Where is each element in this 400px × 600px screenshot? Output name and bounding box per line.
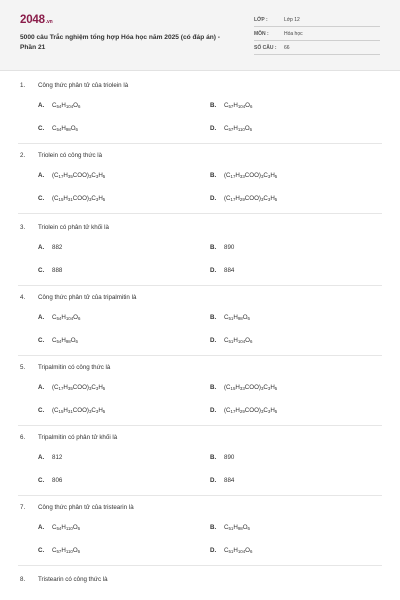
option-letter: D. [210, 195, 217, 202]
answer-option-d[interactable] [210, 477, 234, 484]
option-text: $(C_{17}H_{35}COO)_3C_3H_5$ [52, 172, 106, 179]
option-letter: D. [210, 337, 217, 344]
answer-option-b[interactable] [210, 172, 277, 179]
answer-option-b[interactable] [210, 524, 250, 531]
option-text: $C_{54}H_{104}O_6$ [52, 102, 81, 109]
option-letter: B. [210, 102, 217, 109]
option-letter: B. [210, 172, 217, 179]
question-divider [18, 425, 382, 426]
option-letter: D. [210, 477, 217, 484]
option-letter: B. [210, 454, 217, 461]
option-text: 890 [224, 244, 235, 251]
question-stem: Triolein có công thức là [38, 152, 103, 159]
option-text: $C_{54}H_{98}O_6$ [52, 337, 78, 344]
option-letter: C. [38, 407, 45, 414]
option-text: $C_{54}H_{104}O_6$ [52, 314, 81, 321]
question-stem: Triolein có phân tử khối là [38, 224, 109, 231]
answer-option-d[interactable] [210, 547, 252, 554]
site-logo[interactable] [20, 14, 52, 26]
option-letter: A. [38, 454, 45, 461]
option-text: $C_{57}H_{104}O_6$ [224, 102, 253, 109]
option-letter: C. [38, 337, 45, 344]
meta-value: 66 [284, 45, 290, 51]
answer-option-b[interactable] [210, 102, 252, 109]
option-letter: A. [38, 102, 45, 109]
question-stem: Tripalmitin có phân tử khối là [38, 434, 118, 441]
option-letter: C. [38, 477, 45, 484]
option-letter: C. [38, 125, 45, 132]
answer-option-a[interactable] [38, 172, 105, 179]
option-text: $(C_{15}H_{31}COO)_3C_3H_5$ [52, 407, 106, 414]
option-text: $C_{51}H_{104}O_6$ [224, 337, 253, 344]
option-text: $C_{57}H_{110}O_6$ [52, 547, 81, 554]
document-header [0, 0, 400, 71]
option-text: $(C_{17}H_{29}COO)_3C_3H_5$ [224, 195, 278, 202]
meta-label: LỚP : [254, 17, 268, 23]
option-text: $(C_{15}H_{33}COO)_3C_3H_5$ [224, 384, 278, 391]
meta-divider [254, 40, 380, 41]
answer-option-c[interactable] [38, 337, 78, 344]
logo-text: 2048 [20, 14, 45, 26]
question-number: 4. [20, 294, 26, 301]
answer-option-a[interactable] [38, 314, 80, 321]
option-text: 806 [52, 477, 63, 484]
answer-option-d[interactable] [210, 267, 234, 274]
meta-label: MÔN : [254, 31, 269, 37]
answer-option-c[interactable] [38, 125, 78, 132]
option-letter: D. [210, 547, 217, 554]
option-letter: C. [38, 195, 45, 202]
answer-option-c[interactable] [38, 547, 80, 554]
question-divider [18, 213, 382, 214]
question-number: 1. [20, 82, 26, 89]
question-stem: Tristearin có công thức là [38, 576, 108, 583]
question-number: 5. [20, 364, 26, 371]
answer-option-c[interactable] [38, 407, 105, 414]
question-number: 3. [20, 224, 26, 231]
option-letter: C. [38, 547, 45, 554]
option-text: 888 [52, 267, 63, 274]
option-letter: B. [210, 314, 217, 321]
question-stem: Công thức phân tử của tristearin là [38, 504, 134, 511]
option-letter: D. [210, 267, 217, 274]
question-number: 2. [20, 152, 26, 159]
answer-option-d[interactable] [210, 195, 277, 202]
option-letter: A. [38, 524, 45, 531]
logo-suffix: .vn [45, 19, 53, 25]
answer-option-b[interactable] [210, 314, 250, 321]
option-text: $(C_{17}H_{35}COO)_3C_3H_5$ [52, 384, 106, 391]
option-text: 884 [224, 267, 235, 274]
option-text: $C_{54}H_{110}O_6$ [52, 524, 81, 531]
option-letter: A. [38, 244, 45, 251]
option-text: $C_{51}H_{98}O_6$ [224, 524, 250, 531]
meta-divider [254, 54, 380, 55]
option-text: 890 [224, 454, 235, 461]
question-number: 7. [20, 504, 26, 511]
question-divider [18, 285, 382, 286]
meta-label: SỐ CÂU : [254, 45, 277, 51]
option-text: $C_{51}H_{98}O_6$ [224, 314, 250, 321]
answer-option-a[interactable] [38, 384, 105, 391]
answer-option-d[interactable] [210, 337, 252, 344]
page-title: 5000 câu Trắc nghiệm tổng hợp Hóa học năm 2025 (có đáp án) - Phần 21 [20, 34, 220, 51]
meta-value: Hóa học [284, 31, 303, 37]
meta-divider [254, 26, 380, 27]
option-letter: B. [210, 384, 217, 391]
option-text: 812 [52, 454, 63, 461]
answer-option-d[interactable] [210, 125, 252, 132]
option-text: $(C_{15}H_{31}COO)_3C_3H_5$ [52, 195, 106, 202]
answer-option-c[interactable] [38, 267, 62, 274]
option-text: $C_{51}H_{104}O_6$ [224, 547, 253, 554]
option-letter: A. [38, 172, 45, 179]
answer-option-c[interactable] [38, 195, 105, 202]
meta-value: Lớp 12 [284, 17, 300, 23]
option-text: $(C_{17}H_{33}COO)_3C_3H_5$ [224, 172, 278, 179]
question-stem: Tripalmitin có công thức là [38, 364, 111, 371]
answer-option-b[interactable] [210, 384, 277, 391]
option-letter: D. [210, 407, 217, 414]
question-divider [18, 355, 382, 356]
answer-option-a[interactable] [38, 524, 80, 531]
answer-option-c[interactable] [38, 477, 62, 484]
option-letter: A. [38, 384, 45, 391]
option-text: 882 [52, 244, 63, 251]
question-divider [18, 495, 382, 496]
option-text: $C_{54}H_{98}O_6$ [52, 125, 78, 132]
option-letter: A. [38, 314, 45, 321]
answer-option-b[interactable] [210, 244, 234, 251]
question-stem: Công thức phân tử của triolein là [38, 82, 129, 89]
answer-option-a[interactable] [38, 244, 62, 251]
question-divider [18, 565, 382, 566]
answer-option-a[interactable] [38, 102, 80, 109]
answer-option-d[interactable] [210, 407, 277, 414]
option-letter: C. [38, 267, 45, 274]
answer-option-a[interactable] [38, 454, 62, 461]
question-stem: Công thức phân tử của tripalmitin là [38, 294, 137, 301]
answer-option-b[interactable] [210, 454, 234, 461]
question-divider [18, 143, 382, 144]
question-number: 8. [20, 576, 26, 583]
option-text: $(C_{17}H_{29}COO)_3C_3H_5$ [224, 407, 278, 414]
option-letter: D. [210, 125, 217, 132]
question-number: 6. [20, 434, 26, 441]
option-letter: B. [210, 244, 217, 251]
option-text: 884 [224, 477, 235, 484]
option-text: $C_{57}H_{110}O_6$ [224, 125, 253, 132]
option-letter: B. [210, 524, 217, 531]
